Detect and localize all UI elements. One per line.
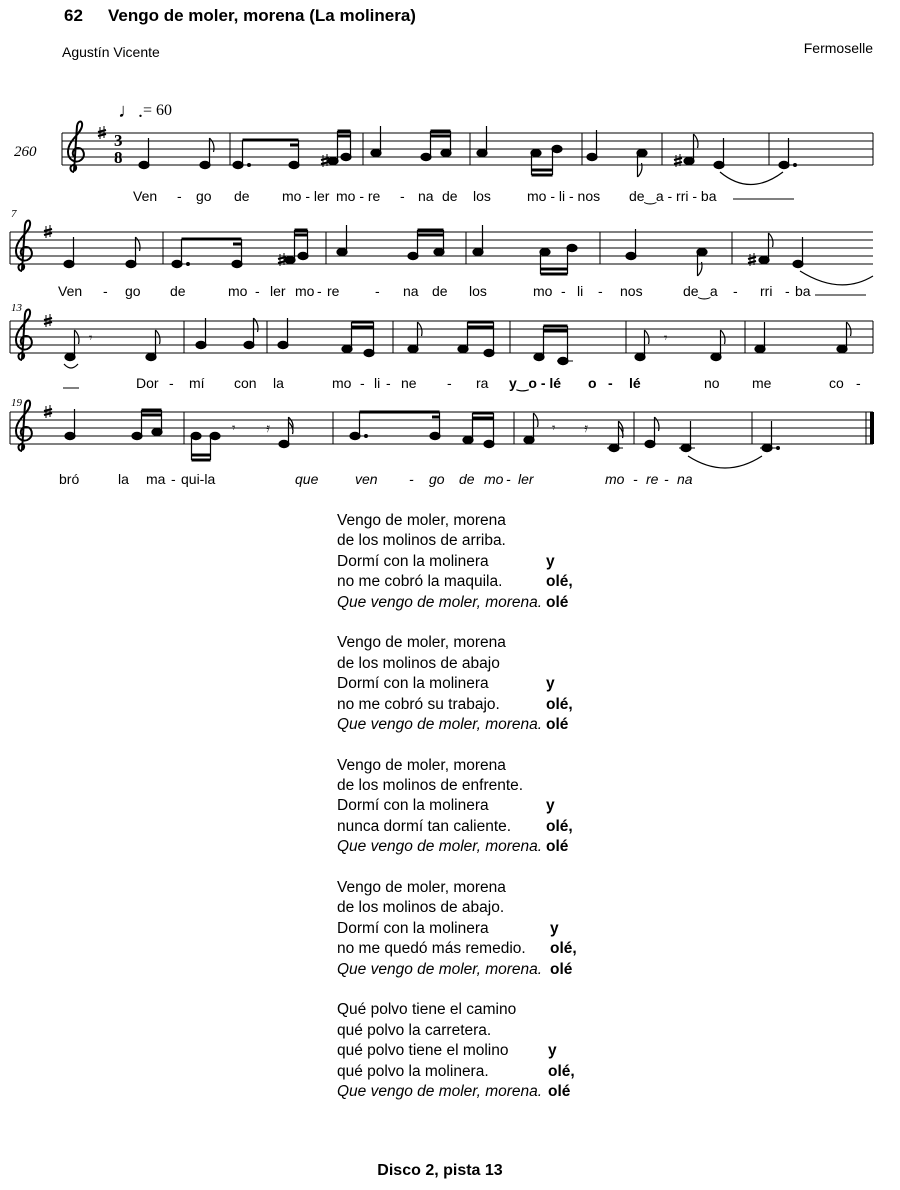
measure-number: 7 xyxy=(11,208,17,220)
lyric-syllable: Ven xyxy=(133,188,158,204)
verse-line: qué polvo la carretera. xyxy=(337,1021,492,1039)
lyric-syllable: de xyxy=(442,188,458,204)
lyric-hyphen: - xyxy=(785,283,790,299)
verse-line: no me quedó más remedio. xyxy=(337,940,526,958)
lyric-syllable: los xyxy=(473,188,491,204)
lyric-syllable: me xyxy=(752,375,772,391)
lyric-syllable: na xyxy=(403,283,419,299)
staff-system-2 xyxy=(10,221,873,285)
verse-ole: y olé, olé xyxy=(546,552,573,611)
lyric-syllable: nos xyxy=(620,283,643,299)
lyric-syllable: ven xyxy=(355,471,378,487)
verse-line: Vengo de moler, morena xyxy=(337,634,506,652)
lyric-syllable: Ven xyxy=(58,283,83,299)
lyric-syllable: Dor xyxy=(136,375,159,391)
lyric-syllable: de‿a xyxy=(683,283,718,299)
lyric-syllable: los xyxy=(469,283,487,299)
verse-line: de los molinos de abajo. xyxy=(337,899,505,917)
lyric-hyphen: - xyxy=(171,471,176,487)
lyric-syllable: ma xyxy=(146,471,166,487)
lyric-syllable: mo xyxy=(332,375,352,391)
lyric-syllable: mo xyxy=(533,283,553,299)
lyric-syllable: o xyxy=(588,375,597,391)
verse-line: Qué polvo tiene el camino xyxy=(337,1001,517,1019)
lyric-syllable: qui-la xyxy=(181,471,216,487)
lyric-syllable: mí xyxy=(189,375,205,391)
verse xyxy=(337,511,573,613)
lyric-syllable: ler xyxy=(518,471,534,487)
lyric-syllable: ra xyxy=(476,375,489,391)
lyric-syllable: mo xyxy=(228,283,248,299)
verse-refrain: Que vengo de moler, morena. xyxy=(337,715,543,733)
staff-system-4 xyxy=(10,401,873,469)
lyric-syllable: la xyxy=(273,375,284,391)
measure-number: 19 xyxy=(11,397,22,409)
lyric-syllable: ne xyxy=(401,375,417,391)
verse xyxy=(337,1000,575,1102)
lyric-syllable: re xyxy=(327,283,340,299)
lyric-syllable: go xyxy=(125,283,141,299)
place-name: Fermoselle xyxy=(803,40,873,56)
lyric-syllable: li xyxy=(577,283,584,299)
lyric-syllable: de xyxy=(432,283,448,299)
lyric-syllable: de xyxy=(170,283,186,299)
verse-line: de los molinos de enfrente. xyxy=(337,777,524,795)
lyric-hyphen: - xyxy=(633,471,638,487)
verse-ole: y olé, olé xyxy=(546,675,573,733)
verse-line: Vengo de moler, morena xyxy=(337,756,506,774)
lyric-syllable: mo - ler xyxy=(282,188,330,204)
lyric-syllable: que xyxy=(295,471,319,487)
svg-text:𝄾: 𝄾 xyxy=(89,331,93,346)
lyric-syllable: de xyxy=(459,471,475,487)
lyric-syllable: na xyxy=(418,188,434,204)
lyric-syllable: go xyxy=(196,188,212,204)
lyric-hyphen: - xyxy=(409,471,414,487)
lyric-hyphen: - xyxy=(255,283,260,299)
lyric-syllable: mo xyxy=(484,471,504,487)
lyric-syllable: bró xyxy=(59,471,80,487)
verse-line: nunca dormí tan caliente. xyxy=(337,817,512,835)
informant-name: Agustín Vicente xyxy=(62,44,160,60)
verse-ole: y olé, olé xyxy=(546,797,573,856)
lyric-hyphen: - xyxy=(386,375,391,391)
verse-line: Dormí con la molinera xyxy=(337,675,489,693)
verse-line: qué polvo tiene el molino xyxy=(337,1042,509,1060)
verse-line: Dormí con la molinera xyxy=(337,797,489,815)
svg-text:𝄾: 𝄾 xyxy=(552,421,556,436)
verse-line: Dormí con la molinera xyxy=(337,919,489,937)
tempo-marking: ♩.= 60 xyxy=(118,100,173,122)
lyric-syllable: de‿a - rri - ba xyxy=(629,188,717,204)
lyric-syllable: mo xyxy=(605,471,625,487)
verse-refrain: Que vengo de moler, morena. xyxy=(337,838,543,856)
lyric-hyphen: - xyxy=(103,283,108,299)
song-title: Vengo de moler, morena (La molinera) xyxy=(108,6,416,25)
verse-line: de los molinos de arriba. xyxy=(337,532,506,550)
verse-refrain: Que vengo de moler, morena. xyxy=(337,1082,543,1100)
lyric-hyphen: - xyxy=(561,283,566,299)
lyric-hyphen: - xyxy=(598,283,603,299)
lyric-hyphen: - xyxy=(360,375,365,391)
lyric-syllable: co xyxy=(829,375,844,391)
svg-text:𝄾: 𝄾 xyxy=(232,421,236,436)
verse xyxy=(337,633,573,735)
catalog-number: 260 xyxy=(14,144,37,160)
lyric-hyphen: - xyxy=(169,375,174,391)
lyric-syllable: go xyxy=(429,471,445,487)
lyric-syllable: lé xyxy=(629,375,641,391)
verse xyxy=(337,878,577,980)
lyric-syllable: no xyxy=(704,375,720,391)
lyric-hyphen: - xyxy=(856,375,861,391)
time-sig-bottom: 8 xyxy=(114,148,123,167)
svg-text:𝄿: 𝄿 xyxy=(584,421,588,436)
verse-line: Vengo de moler, morena xyxy=(337,512,506,529)
lyric-hyphen: - xyxy=(317,283,322,299)
verse-line: no me cobró su trabajo. xyxy=(337,695,500,713)
lyric-syllable: mo xyxy=(295,283,315,299)
verse xyxy=(337,756,573,858)
lyric-syllable: y‿o - lé xyxy=(509,375,562,391)
verses-block xyxy=(337,511,577,1123)
svg-text:𝄿: 𝄿 xyxy=(266,421,270,436)
lyric-hyphen: - xyxy=(608,375,613,391)
verse-line: de los molinos de abajo xyxy=(337,654,500,672)
time-sig-top: 3 xyxy=(114,131,123,150)
staff-system-3 xyxy=(10,310,873,369)
svg-text:𝄾: 𝄾 xyxy=(664,331,668,346)
lyric-syllable: re xyxy=(646,471,659,487)
lyric-hyphen: - xyxy=(400,188,405,204)
song-number: 62 xyxy=(64,6,83,25)
lyric-hyphen: - xyxy=(506,471,511,487)
lyric-syllable: la xyxy=(118,471,129,487)
lyric-hyphen: - xyxy=(664,471,669,487)
verse-line: qué polvo la molinera. xyxy=(337,1062,489,1080)
verse-line: no me cobró la maquila. xyxy=(337,573,503,591)
lyric-syllable: na xyxy=(677,471,693,487)
verse-line: Vengo de moler, morena xyxy=(337,879,506,897)
verse-line: Dormí con la molinera xyxy=(337,552,489,570)
lyric-hyphen: - xyxy=(375,283,380,299)
lyric-hyphen: - xyxy=(177,188,182,204)
lyric-syllable: li xyxy=(374,375,381,391)
lyric-hyphen: - xyxy=(733,283,738,299)
lyric-syllable: de xyxy=(234,188,250,204)
lyric-hyphen: - xyxy=(447,375,452,391)
verse-ole: y olé, olé xyxy=(548,1042,575,1100)
lyric-syllable: rri xyxy=(760,283,773,299)
staff-system-1 xyxy=(62,122,873,185)
measure-number: 13 xyxy=(11,302,22,314)
lyric-syllable: mo - li - nos xyxy=(527,188,601,204)
lyric-syllable: ba xyxy=(795,283,811,299)
music-notation xyxy=(0,0,900,500)
track-reference: Disco 2, pista 13 xyxy=(377,1162,503,1179)
lyric-syllable: ler xyxy=(270,283,286,299)
verse-ole: y olé, olé xyxy=(550,919,577,978)
lyric-syllable: con xyxy=(234,375,257,391)
lyric-syllable: mo - re xyxy=(336,188,381,204)
verse-refrain: Que vengo de moler, morena. xyxy=(337,593,543,611)
verse-refrain: Que vengo de moler, morena. xyxy=(337,960,543,978)
